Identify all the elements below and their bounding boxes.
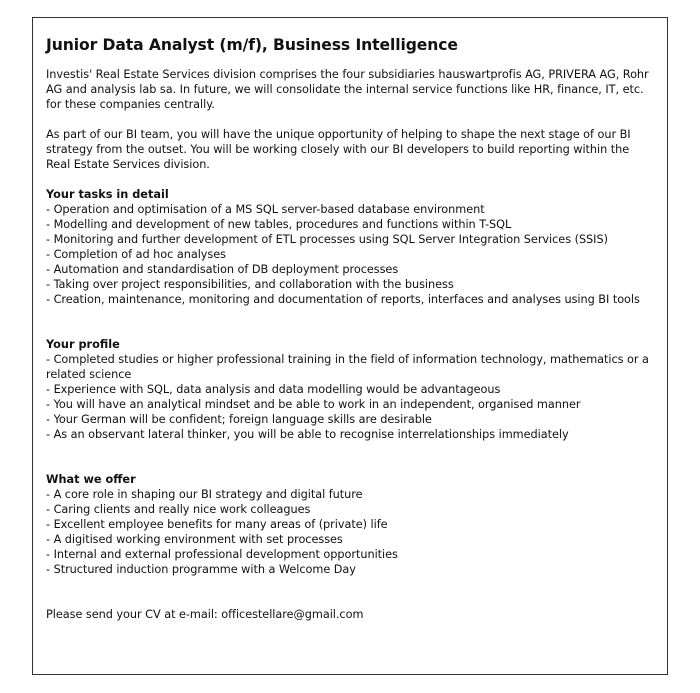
section-heading-tasks: Your tasks in detail bbox=[46, 188, 169, 201]
closing-contact-line: Please send your CV at e-mail: officestellare@gmail.com bbox=[46, 608, 364, 621]
section-tasks bbox=[46, 187, 653, 307]
list-item: - Structured induction programme with a Welcome Day bbox=[46, 563, 356, 576]
section-heading-profile: Your profile bbox=[46, 338, 120, 351]
list-item: - Automation and standardisation of DB deployment processes bbox=[46, 263, 399, 276]
list-item: - Taking over project responsibilities, and collaboration with the business bbox=[46, 278, 454, 291]
paragraph-gap bbox=[46, 112, 653, 127]
list-item: - As an observant lateral thinker, you will be able to recognise interrelationships immediately bbox=[46, 428, 569, 441]
section-gap bbox=[46, 442, 653, 472]
list-item: - Caring clients and really nice work colleagues bbox=[46, 503, 311, 516]
offer-list bbox=[46, 487, 653, 577]
list-item: - Internal and external professional development opportunities bbox=[46, 548, 398, 561]
list-item: - Completed studies or higher professional training in the field of information technology, mathematics or a related science bbox=[46, 353, 649, 381]
section-gap bbox=[46, 307, 653, 337]
list-item: - Modelling and development of new tables, procedures and functions within T-SQL bbox=[46, 218, 512, 231]
job-posting-frame bbox=[32, 17, 668, 675]
list-item: - A core role in shaping our BI strategy and digital future bbox=[46, 488, 363, 501]
tasks-list bbox=[46, 202, 653, 307]
list-item: - Excellent employee benefits for many areas of (private) life bbox=[46, 518, 388, 531]
section-gap bbox=[46, 577, 653, 607]
list-item: - Experience with SQL, data analysis and data modelling would be advantageous bbox=[46, 383, 501, 396]
paragraph-gap bbox=[46, 172, 653, 187]
list-item: - Completion of ad hoc analyses bbox=[46, 248, 227, 261]
list-item: - Monitoring and further development of ETL processes using SQL Server Integration Services (SSIS) bbox=[46, 233, 608, 246]
section-profile bbox=[46, 337, 653, 442]
section-offer bbox=[46, 472, 653, 577]
intro-paragraph-2: As part of our BI team, you will have the unique opportunity of helping to shape the next stage of our BI strategy from the outset. You will be working closely with our BI developers to build reporting within the Real Estate Services division. bbox=[46, 128, 631, 171]
list-item: - Operation and optimisation of a MS SQL server-based database environment bbox=[46, 203, 485, 216]
list-item: - Creation, maintenance, monitoring and documentation of reports, interfaces and analyses using BI tools bbox=[46, 293, 640, 306]
list-item: - You will have an analytical mindset and be able to work in an independent, organised manner bbox=[46, 398, 581, 411]
profile-list bbox=[46, 352, 653, 442]
intro-paragraph-1: Investis' Real Estate Services division comprises the four subsidiaries hauswartprofis AG, PRIVERA AG, Rohr AG and analysis lab sa. In future, we will consolidate the internal service functions like HR, finance, IT, etc. for these companies centrally. bbox=[46, 68, 649, 111]
job-title: Junior Data Analyst (m/f), Business Intelligence bbox=[46, 36, 458, 54]
section-heading-offer: What we offer bbox=[46, 473, 136, 486]
list-item: - A digitised working environment with set processes bbox=[46, 533, 343, 546]
list-item: - Your German will be confident; foreign language skills are desirable bbox=[46, 413, 432, 426]
